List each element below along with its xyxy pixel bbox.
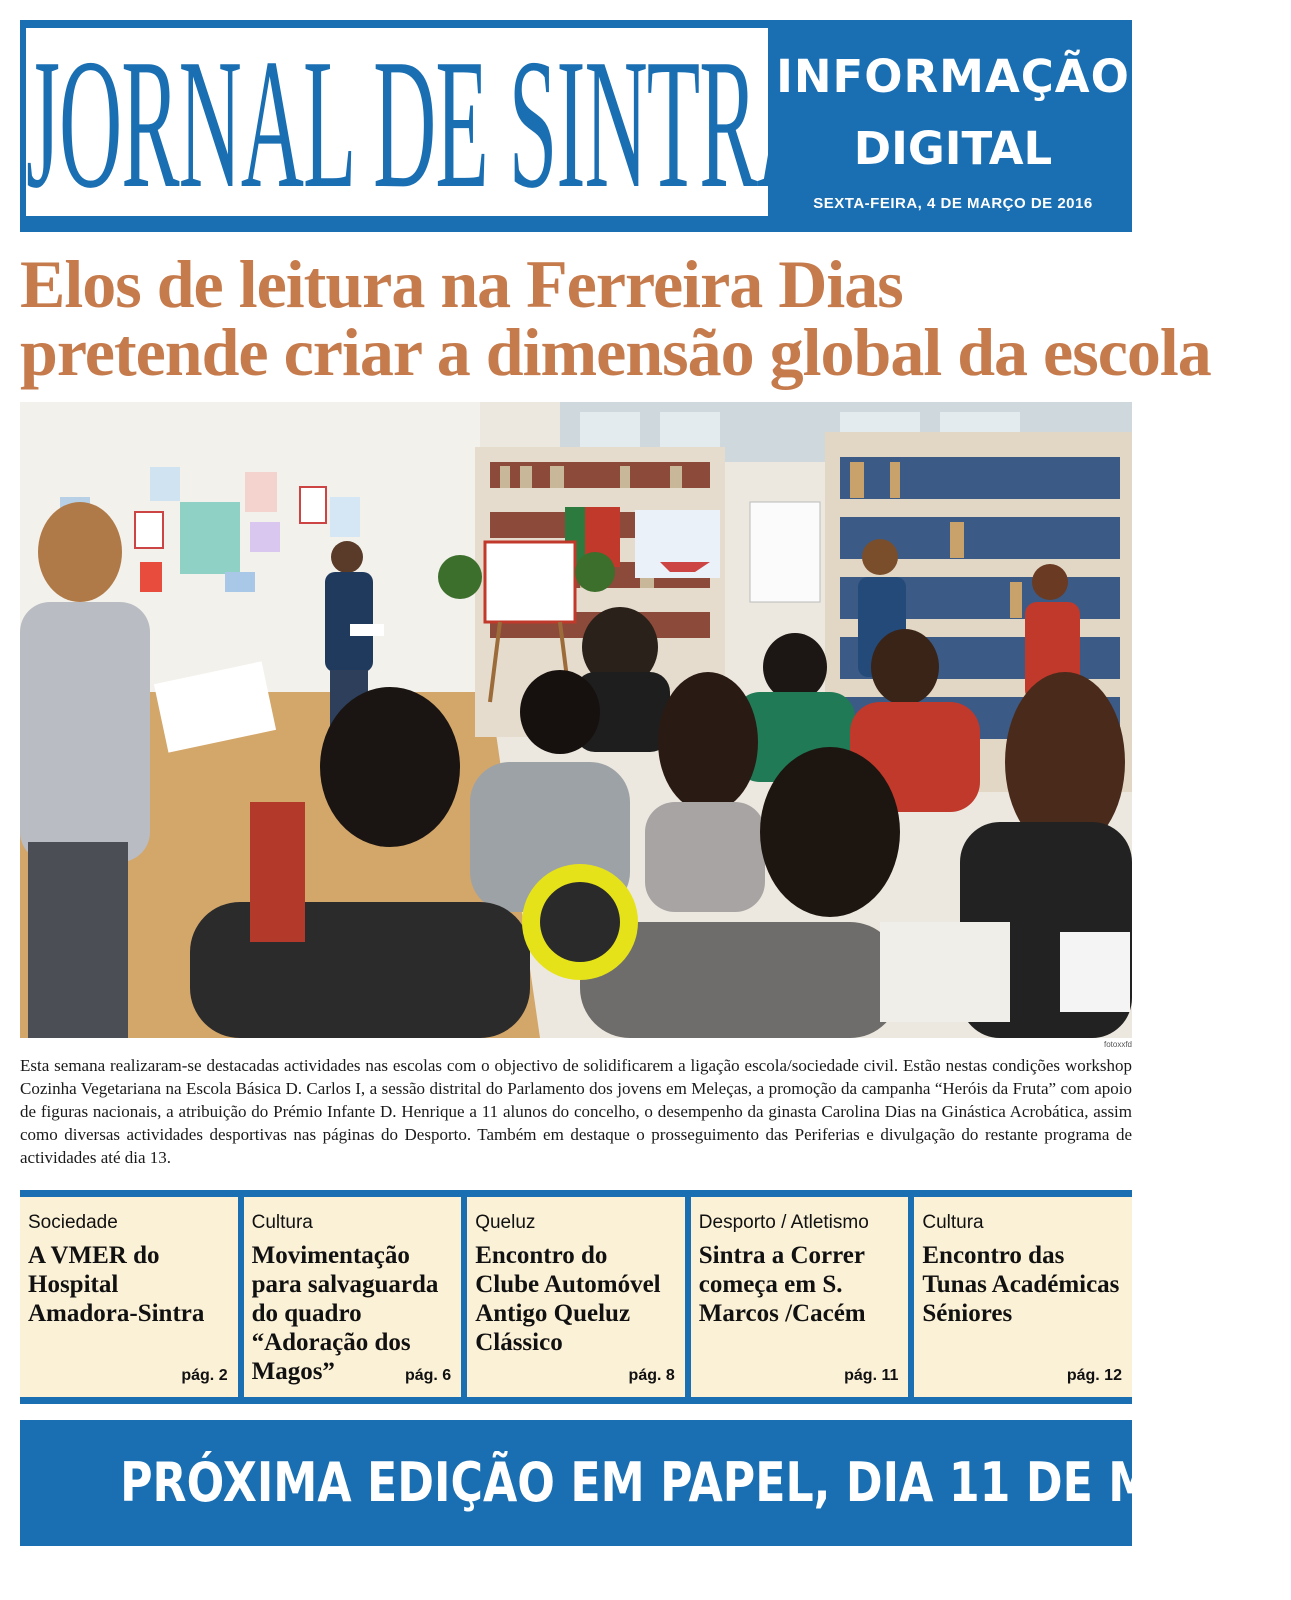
lead-photo bbox=[20, 402, 1132, 1038]
teaser-strip bbox=[20, 1190, 1132, 1404]
teaser-title: A VMER do Hospital Amadora-Sintra bbox=[28, 1242, 205, 1327]
teaser-page-number: pág. 12 bbox=[1066, 1367, 1122, 1384]
next-edition-banner bbox=[20, 1420, 1291, 1546]
main-headline bbox=[20, 246, 1211, 390]
teaser-title: Movimentação para salvaguarda do quadro “Adoração dos Magos” bbox=[251, 1242, 439, 1385]
next-edition-text: PRÓXIMA EDIÇÃO EM PAPEL, DIA 11 DE MARÇO bbox=[120, 1451, 1291, 1514]
photo-credit: fotoxxfd bbox=[1103, 1040, 1132, 1049]
teaser-page-number: pág. 8 bbox=[628, 1367, 675, 1384]
library-reading-scene-image bbox=[20, 402, 1132, 1038]
photo-caption: Esta semana realizaram-se destacadas actividades nas escolas com o objectivo de solidificarem a ligação escola/sociedade civil. Estão nestas condições workshop Cozinha Vegetariana na Escola Básica D. Carlos I, a sessão distrital do Parlamento dos jovens em Meleças, a promoção da campanha “Heróis da Fruta” com apoio de figuras nacionais, a atribuição do Prémio Infante D. Henrique a 11 alunos do concelho, o desempenho da ginasta Carolina Dias na Ginástica Acrobática, assim como diversas actividades desportivas nas páginas do Desporto. Também em destaque o prosseguimento das Periferias e divulgação do restante programa de actividades até dia 13. bbox=[20, 1056, 1132, 1167]
teaser-title: Sintra a Correr começa em S. Marcos /Cacém bbox=[698, 1242, 866, 1327]
masthead-title-box bbox=[26, 21, 819, 227]
masthead-info-label: INFORMAÇÃO bbox=[776, 50, 1130, 103]
masthead-digital-label: DIGITAL bbox=[853, 122, 1053, 175]
teaser-section: Sociedade bbox=[28, 1212, 118, 1233]
teaser-section: Cultura bbox=[922, 1212, 984, 1233]
teaser-section: Desporto / Atletismo bbox=[698, 1212, 869, 1233]
headline-line-2: pretende criar a dimensão global da escola bbox=[20, 314, 1211, 390]
masthead bbox=[20, 20, 1132, 232]
teaser-title: Encontro das Tunas Académicas Séniores bbox=[922, 1242, 1120, 1327]
teaser-page-number: pág. 2 bbox=[181, 1367, 228, 1384]
teaser-card[interactable] bbox=[467, 1197, 685, 1397]
teaser-title: Encontro do Clube Automóvel Antigo Queluz Clássico bbox=[475, 1242, 661, 1356]
teaser-card[interactable] bbox=[914, 1197, 1132, 1397]
teaser-page-number: pág. 6 bbox=[404, 1367, 452, 1384]
newspaper-title: JORNAL DE SINTRA bbox=[26, 21, 819, 227]
teaser-section: Cultura bbox=[251, 1212, 313, 1233]
teaser-section: Queluz bbox=[475, 1212, 536, 1233]
teaser-page-number: pág. 11 bbox=[844, 1367, 899, 1384]
headline-line-1: Elos de leitura na Ferreira Dias bbox=[20, 246, 903, 322]
teaser-card[interactable] bbox=[691, 1197, 909, 1397]
teaser-card[interactable] bbox=[244, 1197, 462, 1397]
masthead-info-panel bbox=[774, 20, 1132, 232]
issue-date: SEXTA-FEIRA, 4 DE MARÇO DE 2016 bbox=[813, 195, 1093, 212]
teaser-card[interactable] bbox=[20, 1197, 238, 1397]
